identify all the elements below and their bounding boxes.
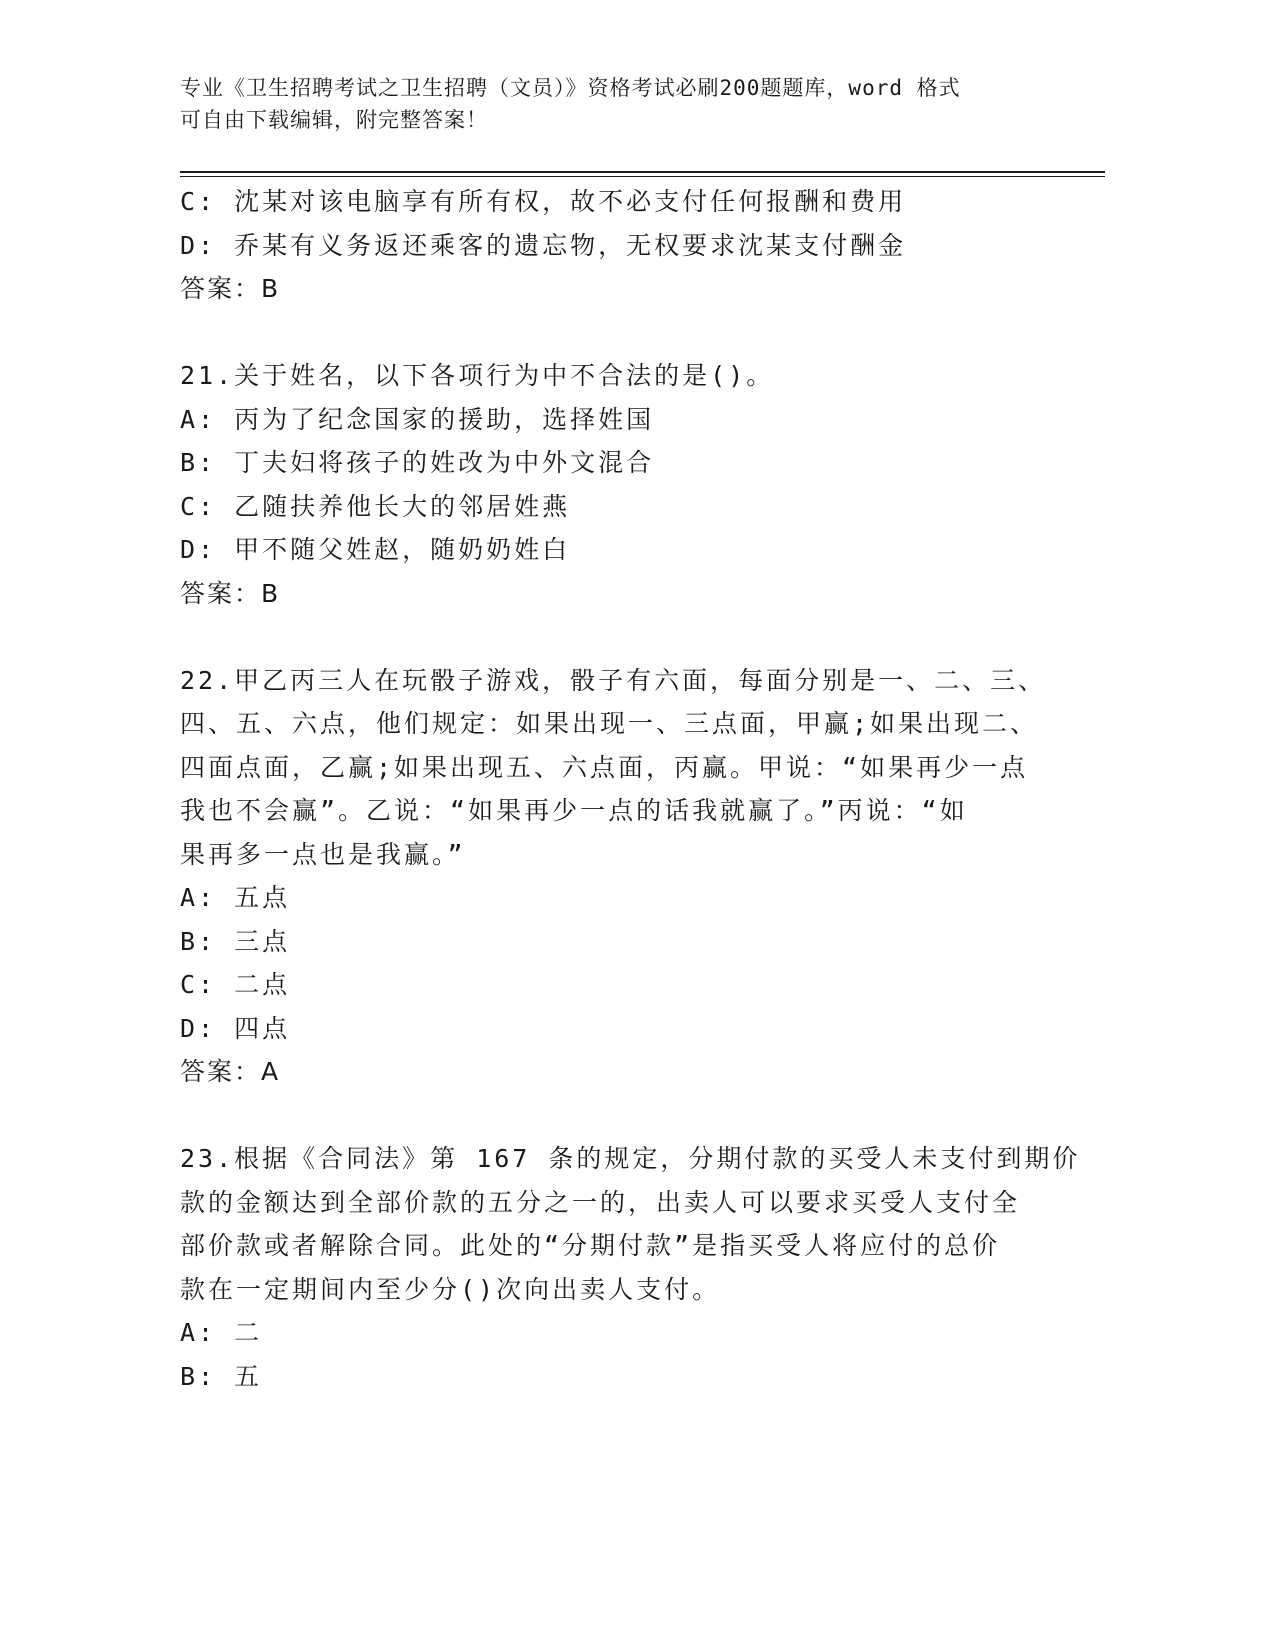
option-b: B: 五 [180, 1361, 263, 1391]
spacer [180, 311, 1040, 355]
answer: 答案：B [180, 578, 281, 608]
option-a: A: 五点 [180, 883, 291, 912]
question-stem-line: 22.甲乙丙三人在玩骰子游戏，骰子有六面，每面分别是一、二、三、 [180, 665, 1047, 695]
spacer [180, 1094, 1040, 1138]
question-prev [180, 180, 1040, 311]
option-c: C: 沈某对该电脑享有所有权，故不必支付任何报酬和费用 [180, 187, 907, 216]
option-d: D: 乔某有义务返还乘客的遗忘物，无权要求沈某支付酬金 [180, 230, 907, 260]
question-stem-line: 23.根据《合同法》第 167 条的规定，分期付款的买受人未支付到期价 [180, 1144, 1081, 1173]
question-22 [180, 659, 1047, 1094]
option-b: B: 三点 [180, 926, 291, 956]
header-line-1: 专业《卫生招聘考试之卫生招聘（文员）》资格考试必刷200题题库，word 格式 [180, 76, 961, 100]
question-list [180, 180, 1081, 1398]
answer: 答案：A [180, 1057, 281, 1086]
question-stem-line: 果再多一点也是我赢。” [180, 839, 466, 869]
option-d: D: 四点 [180, 1013, 291, 1043]
option-a: A: 二 [180, 1318, 263, 1347]
question-stem-line: 部价款或者解除合同。此处的“分期付款”是指买受人将应付的总价 [180, 1231, 1001, 1260]
option-a: A: 丙为了纪念国家的援助，选择姓国 [180, 404, 655, 434]
spacer [180, 615, 1040, 659]
question-23 [180, 1137, 1081, 1398]
option-c: C: 乙随扶养他长大的邻居姓燕 [180, 491, 571, 521]
document-header [180, 72, 1060, 136]
question-stem-line: 四面点面，乙赢;如果出现五、六点面，丙赢。甲说：“如果再少一点 [180, 752, 1029, 782]
question-stem: 21.关于姓名，以下各项行为中不合法的是()。 [180, 361, 775, 390]
option-b: B: 丁夫妇将孩子的姓改为中外文混合 [180, 448, 655, 477]
option-c: C: 二点 [180, 970, 291, 999]
option-d: D: 甲不随父姓赵，随奶奶姓白 [180, 535, 571, 564]
answer: 答案：B [180, 274, 281, 303]
question-stem-line: 款在一定期间内至少分()次向出卖人支付。 [180, 1274, 721, 1304]
question-stem-line: 我也不会赢”。乙说：“如果再少一点的话我就赢了。”丙说：“如 [180, 796, 968, 825]
header-line-2: 可自由下载编辑，附完整答案！ [180, 108, 488, 132]
question-21 [180, 354, 1040, 615]
header-divider-thick [180, 171, 1105, 173]
question-stem-line: 款的金额达到全部价款的五分之一的，出卖人可以要求买受人支付全 [180, 1187, 1021, 1217]
question-stem-line: 四、五、六点，他们规定：如果出现一、三点面，甲赢;如果出现二、 [180, 709, 1039, 738]
header-divider-thin [180, 176, 1105, 177]
